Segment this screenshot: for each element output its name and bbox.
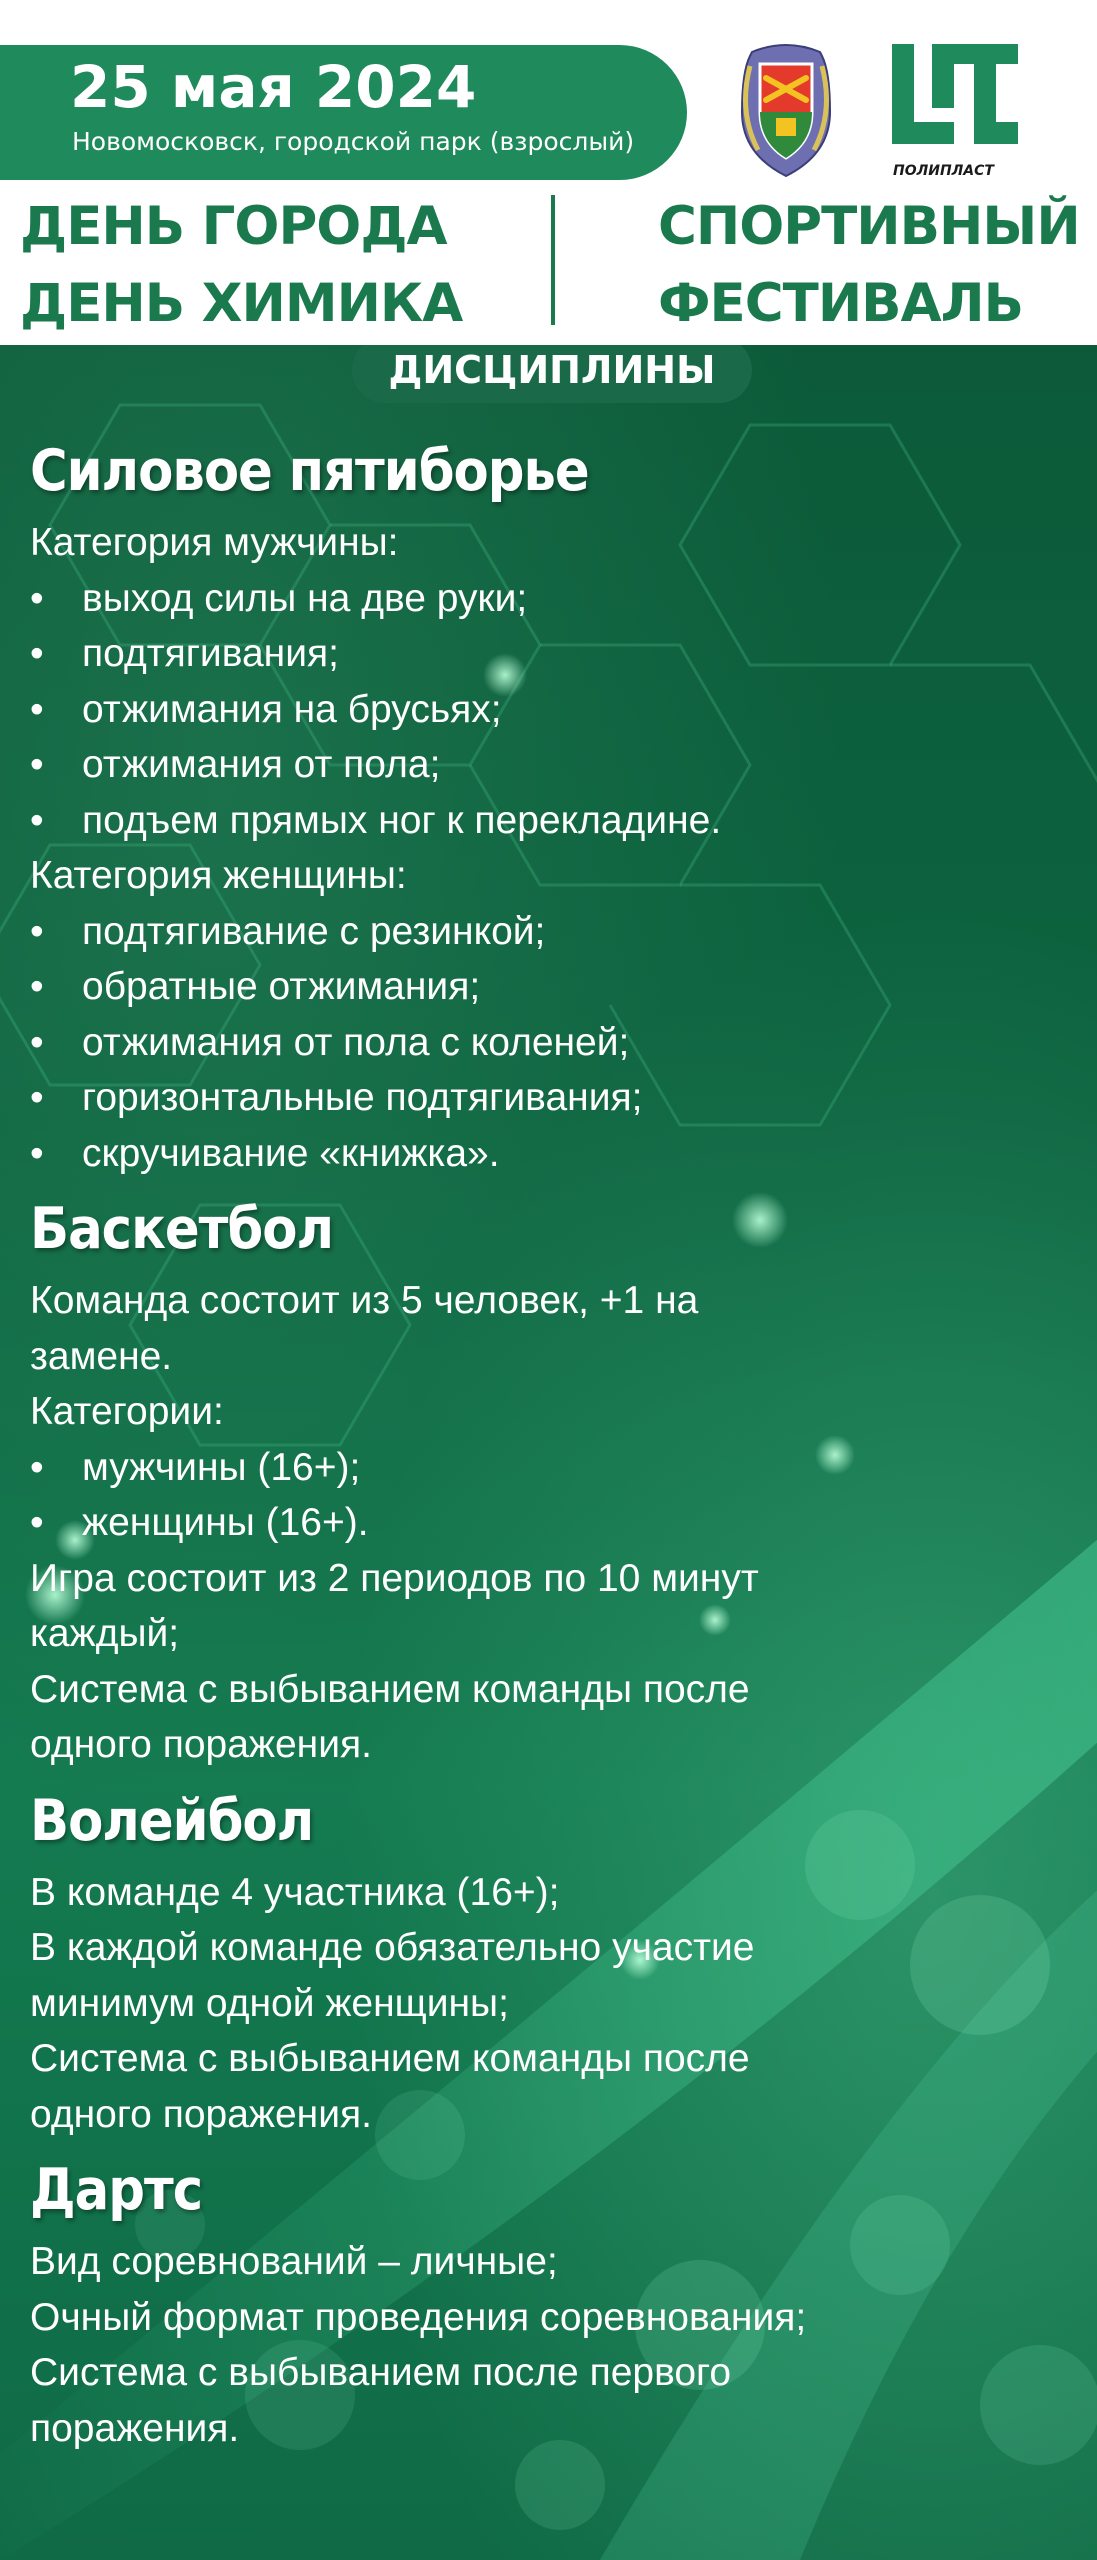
title-divider (551, 195, 555, 325)
text-line: Игра состоит из 2 периодов по 10 минут (30, 1556, 759, 1600)
bullet-item: • скручивание «книжка». (30, 1126, 1080, 1182)
bullet-item: • подъем прямых ног к перекладине. (30, 793, 1080, 849)
title-right-line-1: СПОРТИВНЫЙ (658, 196, 1080, 257)
bullet-item: • отжимания от пола с коленей; (30, 1015, 1080, 1071)
text-line: Категории: (30, 1390, 224, 1433)
text-line: Вид соревнований – личные; (30, 2240, 558, 2283)
discipline-section (30, 435, 1080, 1181)
text-line: В команде 4 участника (16+); (30, 1870, 560, 1914)
bullet-item: • подтягивания; (30, 626, 1080, 682)
text-line: Команда состоит из 5 человек, +1 на (30, 1279, 699, 1322)
text-line: Система с выбыванием команды после (30, 2037, 750, 2080)
bullet-item: • обратные отжимания; (30, 959, 1080, 1015)
bullet-item: • выход силы на две руки; (30, 571, 1080, 627)
title-left (20, 188, 462, 342)
event-place: Новомосковск, городской парк (взрослый) (72, 127, 635, 156)
title-right-line-2: ФЕСТИВАЛЬ (658, 273, 1024, 334)
text-line: минимум одной женщины; (30, 1981, 509, 2025)
city-coat-of-arms-icon (730, 42, 842, 182)
title-left-line-2: ДЕНЬ ХИМИКА (20, 273, 463, 334)
disciplines-panel (0, 345, 1097, 2560)
text-line: Система с выбыванием после первого (30, 2351, 732, 2394)
text-line: Система с выбыванием команды после (30, 1667, 750, 1711)
polyplast-logo-caption: ПОЛИПЛАСТ (893, 163, 994, 179)
event-date: 25 мая 2024 (70, 53, 477, 121)
discipline-title: Баскетбол (30, 1196, 334, 1262)
discipline-title: Силовое пятиборье (30, 438, 589, 504)
title-right (658, 188, 1080, 342)
text-line: Категория женщины: (30, 854, 407, 897)
discipline-title: Волейбол (30, 1787, 314, 1854)
text-line: каждый; (30, 1612, 180, 1655)
text-line: замене. (30, 1334, 173, 1378)
title-left-line-1: ДЕНЬ ГОРОДА (20, 196, 447, 257)
bullet-item: • отжимания от пола; (30, 737, 1080, 793)
bullet-item: • отжимания на брусьях; (30, 682, 1080, 738)
discipline-section (30, 1193, 1080, 1773)
bullet-item: • горизонтальные подтягивания; (30, 1070, 1080, 1126)
disciplines-list (30, 435, 1080, 2468)
header (0, 0, 1097, 345)
text-line: одного поражения. (30, 2092, 372, 2136)
text-line: одного поражения. (30, 1723, 372, 1766)
text-line: Очный формат проведения соревнования; (30, 2295, 807, 2339)
date-banner (0, 45, 687, 180)
discipline-section (30, 2154, 1080, 2456)
text-line: В каждой команде обязательно участие (30, 1926, 755, 1969)
text-line: поражения. (30, 2406, 240, 2450)
bullet-item: • мужчины (16+); (30, 1440, 1080, 1496)
discipline-title: Дартс (30, 2157, 203, 2223)
discipline-section (30, 1785, 1080, 2143)
text-line: Категория мужчины: (30, 521, 399, 564)
bullet-item: • женщины (16+). (30, 1495, 1080, 1551)
disciplines-label: ДИСЦИПЛИНЫ (352, 345, 752, 403)
bullet-item: • подтягивание с резинкой; (30, 904, 1080, 960)
